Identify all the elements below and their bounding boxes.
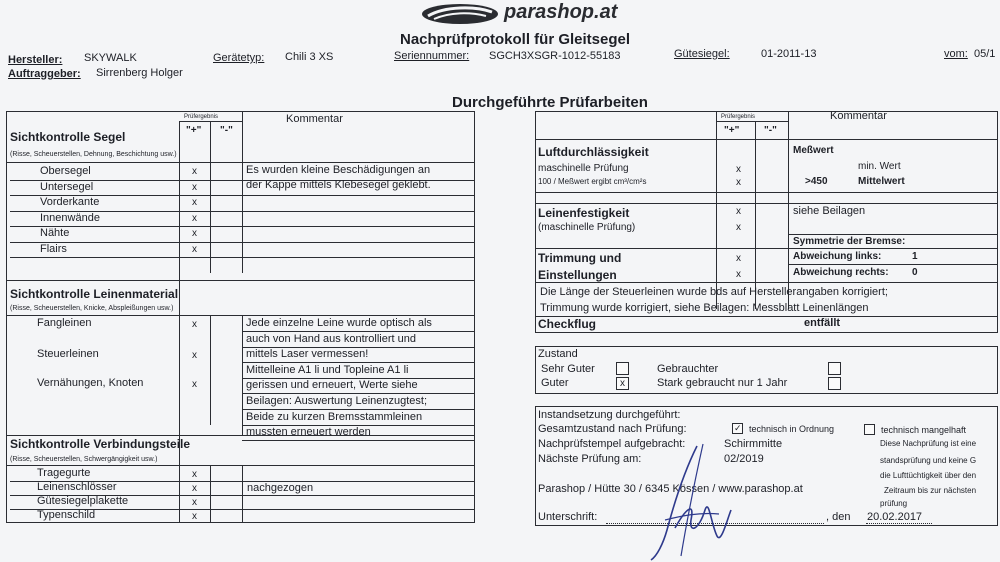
datum-value: 20.02.2017: [867, 511, 923, 523]
verbindung-row-label: Leinenschlösser: [37, 481, 117, 493]
leinen-comment-line: gerissen und erneuert, Werte siehe: [246, 379, 418, 392]
leinen-comment-line: Beide zu kurzen Bremsstammleinen: [246, 410, 423, 423]
verbindung-row-label: Gütesiegelplakette: [37, 495, 129, 507]
segel-row-mark: x: [192, 228, 197, 239]
verbindung-row-mark: x: [192, 469, 197, 480]
trimmung-title-2: Einstellungen: [538, 268, 617, 282]
vom-value: 05/1: [974, 48, 996, 60]
verbindung-comment: nachgezogen: [247, 482, 314, 494]
left-pruefergebnis-label: Prüfergebnis: [184, 114, 219, 120]
tech-ok-mark: ✓: [734, 423, 742, 433]
segel-row-label: Vorderkante: [40, 196, 100, 208]
verbindung-row-mark: x: [192, 497, 197, 508]
instand-label: Instandsetzung durchgeführt:: [538, 409, 681, 421]
leinen-row-label: Fangleinen: [37, 317, 92, 329]
segel-subtitle: (Risse, Scheuerstellen, Dehnung, Beschichtung usw.): [10, 151, 177, 158]
parashop-logo-icon: [420, 2, 500, 26]
stark-gebraucht-checkbox[interactable]: [828, 377, 841, 390]
page-title: Nachprüfprotokoll für Gleitsegel: [400, 31, 631, 48]
messwert-label: Meßwert: [793, 145, 834, 156]
abweichung-rechts-label: Abweichung rechts:: [793, 267, 889, 278]
left-minus-header: "-": [220, 125, 233, 136]
checkflug-value: entfällt: [804, 317, 841, 329]
segel-row-mark: x: [192, 212, 197, 224]
auftraggeber-label: Auftraggeber:: [8, 68, 81, 80]
side-note-line: prüfung: [880, 499, 908, 508]
segel-row-mark: x: [192, 166, 197, 177]
zustand-label: Zustand: [538, 348, 578, 360]
segel-row-mark: x: [192, 181, 197, 193]
hersteller-value: SKYWALK: [84, 52, 137, 64]
tech-ok-checkbox[interactable]: [732, 423, 743, 434]
geraetetyp-value: Chili 3 XS: [285, 51, 334, 63]
symmetrie-label: Symmetrie der Bremse:: [793, 236, 906, 247]
leinen-comment-line: mittels Laser vermessen!: [246, 348, 369, 361]
left-kommentar-header: Kommentar: [286, 113, 343, 125]
segel-row-label: Flairs: [40, 242, 67, 255]
segel-title: Sichtkontrolle Segel: [10, 130, 126, 144]
guter-mark: x: [620, 378, 625, 389]
row-divider: [10, 226, 475, 227]
leinen-comment-line: mussten erneuert werden: [246, 426, 371, 439]
luft-mark-2: x: [736, 177, 741, 188]
luft-title: Luftdurchlässigkeit: [538, 145, 649, 159]
leinen-comment-line: auch von Hand aus kontrolliert und: [246, 332, 416, 345]
signature-icon: [645, 440, 735, 562]
leinen-row-mark: x: [192, 379, 197, 390]
abweichung-rechts-value: 0: [912, 267, 918, 278]
min-wert-label: min. Wert: [858, 161, 901, 172]
guter-label: Guter: [541, 377, 569, 389]
guetesiegel-label: Gütesiegel:: [674, 48, 730, 60]
stempel-value: Schirmmitte: [724, 438, 783, 450]
leinen-comment-line: Beilagen: Auswertung Leinenzugtest;: [246, 395, 428, 407]
side-note-line: Diese Nachprüfung ist eine: [880, 439, 977, 448]
tech-ok-label: technisch in Ordnung: [749, 424, 835, 434]
festig-mark-2: x: [736, 222, 741, 233]
leinen-row-mark: x: [192, 350, 197, 361]
guter-checkbox[interactable]: [616, 377, 629, 390]
naechste-label: Nächste Prüfung am:: [538, 453, 642, 465]
segel-row-label: Obersegel: [40, 165, 91, 177]
brand-logo: [420, 2, 500, 26]
verbindung-title: Sichtkontrolle Verbindungsteile: [10, 437, 191, 451]
festig-mark-1: x: [736, 206, 741, 217]
segel-row-mark: x: [192, 243, 197, 255]
leinen-row-label: Vernähungen, Knoten: [37, 377, 144, 389]
side-note-line: Zeitraum bis zur nächsten: [884, 486, 977, 495]
brand-name: parashop.at: [504, 1, 618, 23]
segel-row-label: Untersegel: [40, 180, 94, 193]
verbindung-row-mark: x: [192, 511, 197, 522]
segel-comment-line-2: der Kappe mittels Klebesegel geklebt.: [246, 179, 431, 191]
right-kommentar-header: Kommentar: [830, 110, 887, 122]
verbindung-subtitle: (Risse, Scheuerstellen, Schwergängigkeit usw.): [10, 456, 158, 463]
mittelwert-value: >450: [805, 176, 828, 187]
laenge-note-2: Trimmung wurde korrigiert, siehe Beilagen: Messblatt Leinenlängen: [540, 302, 869, 314]
segel-row-label: Nähte: [40, 227, 70, 239]
comment-divider: [242, 440, 475, 441]
checkflug-label: Checkflug: [538, 317, 597, 331]
comment-divider: [242, 331, 475, 332]
gebrauchter-label: Gebrauchter: [657, 363, 719, 375]
festig-title: Leinenfestigkeit: [538, 206, 630, 220]
gebrauchter-checkbox[interactable]: [828, 362, 841, 375]
stark-gebraucht-label: Stark gebraucht nur 1 Jahr: [657, 377, 788, 389]
segel-row-mark: x: [192, 197, 197, 208]
segel-comment-line-1: Es wurden kleine Beschädigungen an: [246, 164, 431, 176]
unterschrift-label: Unterschrift:: [538, 511, 598, 523]
right-plus-header: "+": [724, 125, 740, 136]
tech-bad-checkbox[interactable]: [864, 424, 875, 435]
verbindung-row-label: Typenschild: [37, 509, 96, 521]
leinen-comment-line: Jede einzelne Leine wurde optisch als: [246, 317, 432, 329]
trim-mark-2: x: [736, 269, 741, 280]
luft-subtitle-2: 100 / Meßwert ergibt cm³/cm²s: [538, 177, 647, 186]
comment-divider: [242, 409, 475, 410]
luft-mark-1: x: [736, 164, 741, 175]
right-pruefergebnis-label: Prüfergebnis: [721, 114, 756, 120]
den-label: , den: [826, 511, 851, 523]
seriennummer-value: SGCH3XSGR-1012-55183: [489, 50, 621, 62]
mittelwert-label: Mittelwert: [858, 176, 905, 187]
abweichung-links-label: Abweichung links:: [793, 251, 882, 262]
stempel-label: Nachprüfstempel aufgebracht:: [538, 438, 686, 450]
leinen-subtitle: (Risse, Scheuerstellen, Knicke, Abspleißungen usw.): [10, 305, 174, 312]
sehr-guter-checkbox[interactable]: [616, 362, 629, 375]
leinen-title: Sichtkontrolle Leinenmaterial: [10, 287, 179, 301]
left-plus-header: "+": [186, 125, 202, 136]
segel-row-label: Innenwände: [40, 211, 100, 224]
siehe-beilagen: siehe Beilagen: [793, 205, 866, 217]
row-divider: [10, 257, 475, 258]
luft-subtitle-1: maschinelle Prüfung: [538, 163, 629, 174]
address: Parashop / Hütte 30 / 6345 Kössen / www.parashop.at: [538, 483, 803, 495]
abweichung-links-value: 1: [912, 251, 918, 262]
leinen-row-label: Steuerleinen: [37, 348, 99, 360]
tech-bad-label: technisch mangelhaft: [881, 425, 967, 435]
auftraggeber-value: Sirrenberg Holger: [96, 67, 183, 79]
side-note-line: standsprüfung und keine G: [880, 456, 977, 465]
hersteller-label: Hersteller:: [8, 54, 63, 66]
trimmung-title-1: Trimmung und: [538, 251, 622, 265]
section-title: Durchgeführte Prüfarbeiten: [452, 94, 648, 111]
leinen-comment-line: Mittelleine A1 li und Topleine A1 li: [246, 363, 409, 376]
sehr-guter-label: Sehr Guter: [541, 363, 595, 375]
gesamt-label: Gesamtzustand nach Prüfung:: [538, 423, 687, 435]
naechste-value: 02/2019: [724, 453, 764, 465]
verbindung-row-mark: x: [192, 483, 197, 494]
vom-label: vom:: [944, 48, 968, 60]
laenge-note-1: Die Länge der Steuerleinen wurde bds auf Herstellerangaben korrigiert;: [540, 286, 888, 298]
leinen-row-mark: x: [192, 319, 197, 330]
trim-mark-1: x: [736, 253, 741, 264]
festig-subtitle: (maschinelle Prüfung): [538, 222, 636, 233]
seriennummer-label: Seriennummer:: [394, 50, 470, 62]
guetesiegel-value: 01-2011-13: [761, 48, 817, 60]
side-note-line: die Lufttüchtigkeit über den: [880, 471, 977, 480]
verbindung-row-label: Tragegurte: [37, 467, 91, 479]
right-minus-header: "-": [764, 125, 777, 136]
geraetetyp-label: Gerätetyp:: [213, 52, 265, 64]
row-divider: [10, 242, 475, 243]
